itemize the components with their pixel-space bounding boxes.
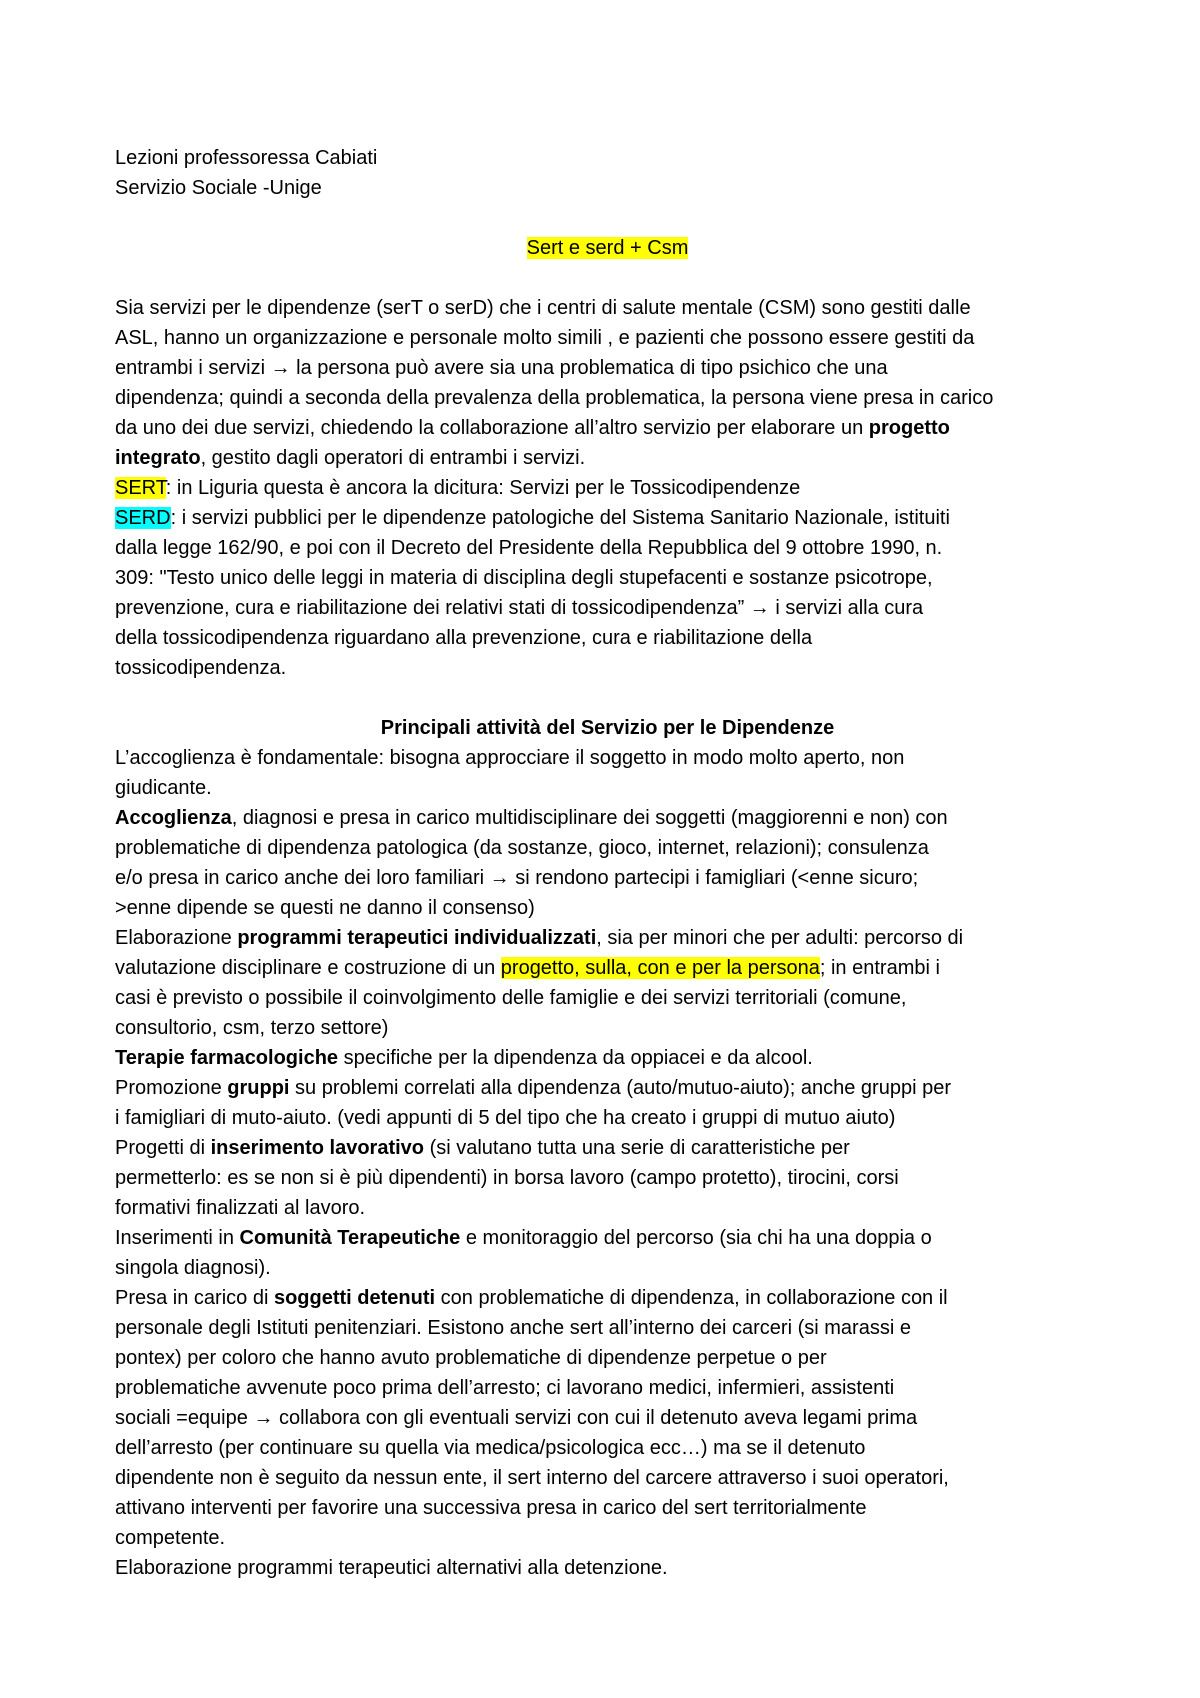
text-span: Presa in carico di bbox=[115, 1287, 274, 1309]
p8-line-4: problematiche avvenute poco prima dell’arresto; ci lavorano medici, infermieri, assistenti bbox=[115, 1377, 895, 1399]
p8-line-6: dell’arresto (per continuare su quella via medica/psicologica ecc…) ma se il detenuto bbox=[115, 1437, 866, 1459]
text-span: , gestito dagli operatori di entrambi i servizi. bbox=[200, 447, 586, 469]
serd-line-3: 309: "Testo unico delle leggi in materia di disciplina degli stupefacenti e sostanze psicotrope, bbox=[115, 567, 933, 589]
arrow-icon: → bbox=[489, 867, 510, 889]
text-span: su problemi correlati alla dipendenza (auto/mutuo-aiuto); anche gruppi per bbox=[289, 1077, 951, 1099]
p7-line-1 bbox=[115, 1223, 1100, 1253]
text-span: , diagnosi e presa in carico multidisciplinare dei soggetti (maggiorenni e non) con bbox=[231, 807, 948, 829]
bold-term: progetto bbox=[868, 417, 950, 439]
intro-line-1: Sia servizi per le dipendenze (serT o serD) che i centri di salute mentale (CSM) sono gestiti dalle bbox=[115, 297, 971, 319]
text-span: : in Liguria questa è ancora la dicitura: Servizi per le Tossicodipendenze bbox=[165, 477, 801, 499]
serd-line-6: tossicodipendenza. bbox=[115, 657, 287, 679]
p8-line-2: personale degli Istituti penitenziari. Esistono anche sert all’interno dei carceri (si marassi e bbox=[115, 1317, 911, 1339]
section-heading: Principali attività del Servizio per le Dipendenze bbox=[380, 717, 835, 739]
p2-line-1 bbox=[115, 803, 1100, 833]
bold-term: Accoglienza bbox=[115, 807, 232, 829]
serd-label: SERD bbox=[115, 507, 171, 529]
p1-line-2: giudicante. bbox=[115, 777, 212, 799]
text-span: da uno dei due servizi, chiedendo la collaborazione all’altro servizio per elaborare un bbox=[115, 417, 869, 439]
p1-line-1: L’accoglienza è fondamentale: bisogna approcciare il soggetto in modo molto aperto, non bbox=[115, 747, 905, 769]
header-line-2: Servizio Sociale -Unige bbox=[115, 177, 322, 199]
text-span: (si valutano tutta una serie di caratteristiche per bbox=[424, 1137, 850, 1159]
p2-line-4: >enne dipende se questi ne danno il consenso) bbox=[115, 897, 535, 919]
p8-line-7: dipendente non è seguito da nessun ente, il sert interno del carcere attraverso i suoi operatori, bbox=[115, 1467, 949, 1489]
text-span: Progetti di bbox=[115, 1137, 211, 1159]
bold-term: Comunità Terapeutiche bbox=[239, 1227, 461, 1249]
p5-line-1 bbox=[115, 1073, 1100, 1103]
text-span: valutazione disciplinare e costruzione di un bbox=[115, 957, 501, 979]
text-span: la persona può avere sia una problematica di tipo psichico che una bbox=[290, 357, 888, 379]
p8-line-9: competente. bbox=[115, 1527, 226, 1549]
bold-term: gruppi bbox=[227, 1077, 290, 1099]
sert-definition bbox=[115, 473, 1100, 503]
text-span: collabora con gli eventuali servizi con cui il detenuto aveva legami prima bbox=[273, 1407, 918, 1429]
arrow-icon: → bbox=[270, 357, 291, 379]
text-span: Elaborazione bbox=[115, 927, 238, 949]
intro-line-5 bbox=[115, 413, 1100, 443]
text-span: entrambi i servizi bbox=[115, 357, 271, 379]
p6-line-3: formativi finalizzati al lavoro. bbox=[115, 1197, 366, 1219]
intro-line-4: dipendenza; quindi a seconda della prevalenza della problematica, la persona viene presa in carico bbox=[115, 387, 994, 409]
bold-term: soggetti detenuti bbox=[273, 1287, 436, 1309]
serd-line-4 bbox=[115, 593, 1100, 623]
bold-term: programmi terapeutici individualizzati bbox=[237, 927, 597, 949]
p2-line-3 bbox=[115, 863, 1100, 893]
text-span: ; in entrambi i bbox=[819, 957, 940, 979]
text-span: i servizi alla cura bbox=[769, 597, 924, 619]
p9-line-1: Elaborazione programmi terapeutici alternativi alla detenzione. bbox=[115, 1557, 668, 1579]
text-span: Inserimenti in bbox=[115, 1227, 240, 1249]
p5-line-2: i famigliari di muto-aiuto. (vedi appunti di 5 del tipo che ha creato i gruppi di mutuo aiuto) bbox=[115, 1107, 896, 1129]
p6-line-2: permetterlo: es se non si è più dipendenti) in borsa lavoro (campo protetto), tirocini, corsi bbox=[115, 1167, 899, 1189]
document-title bbox=[115, 233, 1100, 263]
p8-line-8: attivano interventi per favorire una successiva presa in carico del sert territorialmente bbox=[115, 1497, 867, 1519]
bold-term: Terapie farmacologiche bbox=[115, 1047, 339, 1069]
bold-term: inserimento lavorativo bbox=[210, 1137, 425, 1159]
header-line-1: Lezioni professoressa Cabiati bbox=[115, 147, 378, 169]
p6-line-1 bbox=[115, 1133, 1100, 1163]
text-span: e monitoraggio del percorso (sia chi ha una doppia o bbox=[460, 1227, 932, 1249]
text-span: e/o presa in carico anche dei loro familiari bbox=[115, 867, 490, 889]
arrow-icon: → bbox=[253, 1407, 274, 1429]
text-span: con problematiche di dipendenza, in collaborazione con il bbox=[435, 1287, 948, 1309]
p4-line-1 bbox=[115, 1043, 1100, 1073]
arrow-icon: → bbox=[749, 597, 770, 619]
intro-line-3 bbox=[115, 353, 1100, 383]
p8-line-5 bbox=[115, 1403, 1100, 1433]
text-span: specifiche per la dipendenza da oppiacei e da alcool. bbox=[338, 1047, 813, 1069]
intro-line-2: ASL, hanno un organizzazione e personale molto simili , e pazienti che possono essere gestiti da bbox=[115, 327, 975, 349]
text-span: prevenzione, cura e riabilitazione dei relativi stati di tossicodipendenza” bbox=[115, 597, 750, 619]
p8-line-1 bbox=[115, 1283, 1100, 1313]
highlighted-phrase: progetto, sulla, con e per la persona bbox=[500, 957, 820, 979]
p8-line-3: pontex) per coloro che hanno avuto problematiche di dipendenze perpetue o per bbox=[115, 1347, 827, 1369]
p3-line-4: consultorio, csm, terzo settore) bbox=[115, 1017, 389, 1039]
text-span: si rendono partecipi i famigliari (<enne sicuro; bbox=[509, 867, 919, 889]
p7-line-2: singola diagnosi). bbox=[115, 1257, 271, 1279]
text-span: Promozione bbox=[115, 1077, 228, 1099]
p3-line-3: casi è previsto o possibile il coinvolgimento delle famiglie e dei servizi territoriali (comune, bbox=[115, 987, 907, 1009]
p3-line-1 bbox=[115, 923, 1100, 953]
text-span: , sia per minori che per adulti: percorso di bbox=[596, 927, 964, 949]
title-highlight: Sert e serd + Csm bbox=[526, 237, 689, 259]
text-span: : i servizi pubblici per le dipendenze patologiche del Sistema Sanitario Nazionale, istituiti bbox=[170, 507, 950, 529]
serd-definition bbox=[115, 503, 1100, 533]
intro-line-6 bbox=[115, 443, 1100, 473]
p3-line-2 bbox=[115, 953, 1100, 983]
bold-term: integrato bbox=[115, 447, 201, 469]
text-span: sociali =equipe bbox=[115, 1407, 254, 1429]
p2-line-2: problematiche di dipendenza patologica (da sostanze, gioco, internet, relazioni); consulenza bbox=[115, 837, 929, 859]
serd-line-2: dalla legge 162/90, e poi con il Decreto del Presidente della Repubblica del 9 ottobre 1990, n. bbox=[115, 537, 943, 559]
serd-line-5: della tossicodipendenza riguardano alla prevenzione, cura e riabilitazione della bbox=[115, 627, 813, 649]
sert-label: SERT bbox=[115, 477, 166, 499]
